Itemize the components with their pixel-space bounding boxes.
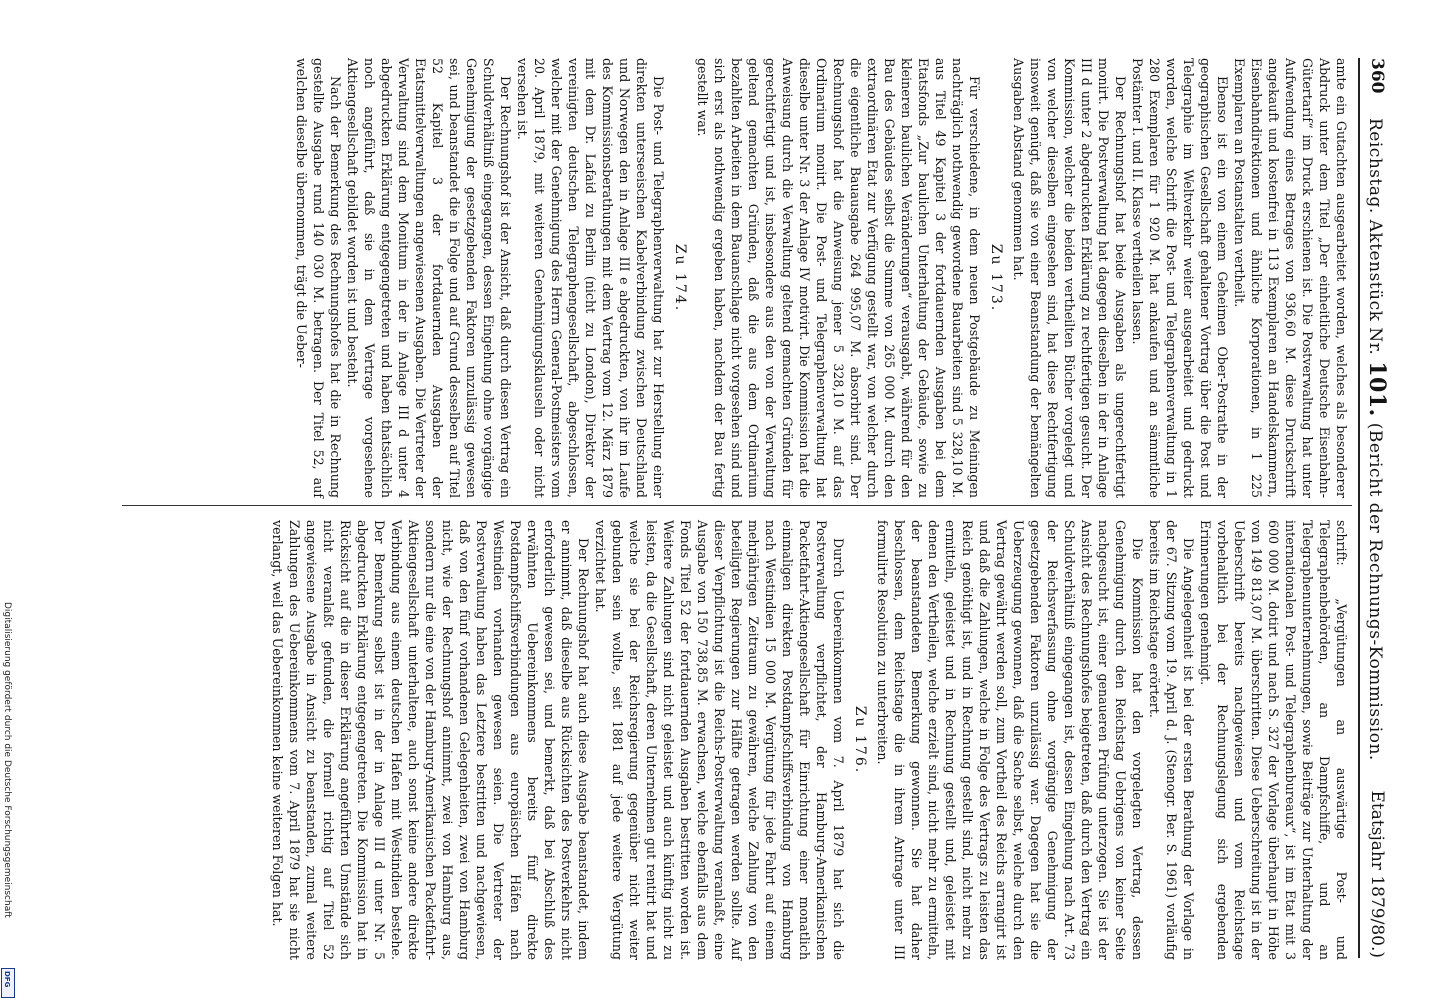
paragraph: Die Angelegenheit ist bei der ersten Berathung der Vorlage in der 67. Sitzung vom 19. April d. J. (Stenogr. Ber. S. 1961) vorläufig bereits im Reichstage erörtert. [1147, 520, 1196, 960]
paragraph: Der Rechnungshof hat auch diese Ausgabe beanstandet, indem er annimmt, daß dieselbe aus Rücksichten des Postverkehrs nicht erforderlich gewesen sei, und bemerkt, daß bei Abschluß des erwähnten Uebereinkommens bereits fünf direkte Postdampfschiffsverbindungen aus europäischen Häfen nach Westindien vorhanden gewesen seien. Die Vertreter der Postverwaltung haben das Letztere bestritten und nachgewiesen, daß von den fünf vorhandenen Gelegenheiten, zwei von Hamburg nicht, wie der Rechnungshof annimmt, zwei von Hamburg aus, sondern nur die eine von der Hamburg-Amerikanischen Packetfahrt-Aktiengesellschaft unterhaltene, auch sonst keine andere direkte Verbindung aus einem deutschen Hafen mit Westindien bestehe. Der Bemerkung selbst ist in der in Anlage III d unter Nr. 5 abgedruckten Erklärung entgegengetreten. Die Kommission hat in Rücksicht auf die in dieser Erklärung angeführten Umstände sich nicht veranlaßt gefunden, die formell richtig auf Titel 52 angewiesene Ausgabe in Ansicht zu beanstanden, zumal weitere Zahlungen des Uebereinkommens vom 7. April 1879 hat sie nicht verlangt, weil das Uebereinkommen keine weiteren Folgen hat. [270, 520, 591, 960]
title-prefix: Reichstag. Aktenstück Nr. [1365, 118, 1385, 356]
paragraph: Die Kommission hat den vorgelegten Vertrag, dessen Genehmigung durch den Reichstag Uebrigens von keiner Seite nachgesucht ist, einer genaueren Prüfung unterzogen. Sie ist der Ansicht des Rechnungshofes beigetreten, daß durch den Vertrag ein Schuldverhältniß eingegangen ist, dessen Eingehung nach Art. 73 der Reichsverfassung ohne vorgängige Genehmigung der gesetzgebenden Faktoren unzulässig war. Dagegen hat sie die Ueberzeugung gewonnen, daß die Sache selbst, welche durch den Vertrag gewährt werden soll, zum Vortheil des Reichs arrangirt ist und daß die Zahlungen, welche in Folge des Vertrags zu leisten das Reich genöthigt ist, und in Rechnung gestellt sind, nicht mehr zu ermitteln, geleistet und in Rechnung gestellt und, geleistet mit denen den Vertheilen, welche erzielt sind, nicht mehr zu ermitteln, der beanstandeten Bemerkung gewonnen. Sie hat daher beschlossen, dem Reichstage die in ihrem Antrage unter III formulirte Resolution zu unterbreiten. [875, 520, 1145, 960]
paragraph: schrift: „Vergütungen an auswärtige Post- und Telegraphenbehörden, an Dampfschiffe, und an Telegraphenunternehmungen, sowie Beiträge zur Unterhaltung der internationalen Post- und Telegraphenbureaux“, ist im Etat mit 3 600 000 M. dotirt und nach S. 327 der Vorlage überhaupt in Höhe von 149 813,07 M. überschritten. Diese Ueberschreitung ist in der Ueberschrift bereits nachgewiesen und vom Reichstage vorbehaltlich bei der Rechnungslegung sich ergebenden Erinnerungen genehmigt. [1198, 520, 1349, 960]
fiscal-year: Etatsjahr 1879/80.) [1367, 790, 1387, 958]
title-suffix: (Bericht der Rechnungs-Kommission. [1365, 422, 1385, 761]
left-column [293, 58, 1350, 498]
title-number: 101. [1364, 361, 1390, 417]
paragraph: amte ein Gutachten ausgearbeitet worden, welches als besonderer Abdruck unter dem Titel „Der einheitliche Deutsche Eisenbahn-Gütertarif“ im Druck erschienen ist. Die Postverwaltung hat unter Aufwendung eines Betrages von 936,60 M. diese Druckschrift angekauft und kostenfrei in 113 Exemplaren an Handelskammern, Eisenbahndirektionen und ähnliche Korporationen, in 1 225 Exemplaren an Postanstalten vertheilt. [1232, 58, 1349, 498]
paragraph: Der Rechnungshof ist der Ansicht, daß durch diesen Vertrag ein Schuldverhältniß eingegangen, dessen Eingehung ohne vorgängige Genehmigung der gesetzgebenden Faktoren unzulässig gewesen sei, und beanstandet die in Folge und auf Grund desselben auf Titel 52 Kapitel 3 der fortdauernden Ausgaben der Etatsmittelverwaltungen angewiesenen Ausgaben. Die Vertreter der Verwaltung sind dem Monitum in der in Anlage III d unter 4 abgedruckten Erklärung entgegengetreten und haben thatsächlich noch angeführt, daß sie in dem Vertrage vorgesehene Aktiengesellschaft gebildet worden ist und besteht. [345, 58, 513, 498]
section-heading: Zu 174. [672, 243, 688, 313]
header-rule [1358, 58, 1360, 958]
right-column [269, 520, 1350, 960]
digitization-note: Digitalisierung gefördert durch die Deutsche Forschungsgemeinschaft [2, 602, 12, 918]
scanned-document-page [100, 40, 1400, 970]
paragraph: Der Rechnungshof hat beide Ausgaben als ungerechtfertigt monirt. Die Postverwaltung hat dagegen dieselben in der in Anlage III d unter 2 abgedruckten Erklärung zu rechtfertigen gesucht. Der Kommission, welcher die beiden vertheilten Bücher vorgelegt und von welcher dieselben eingesehen sind, hat diese Rechtfertigung insoweit genügt, daß sie von einer Beanstandung der bemängelten Ausgaben Abstand genommen hat. [1011, 58, 1128, 498]
dfg-logo [1, 968, 15, 998]
column-divider [122, 505, 1352, 506]
section-heading: Zu 173. [988, 243, 1004, 313]
paragraph: Durch Uebereinkommen vom 7. April 1879 hat sich die Postverwaltung verpflichtet, der Hamburg-Amerikanischen Packetfahrt-Aktiengesellschaft für Einrichtung einer monatlich einmaligen direkten Postdampfschiffsverbindung von Hamburg nach Westindien 15 000 M. Vergütung für jede Fahrt auf einem mehrjährigen Zeitraum zu gewähren, welche Zahlung von den beteiligten Regierungen zur Hälfte getragen werden sollte. Auf dieser Verpflichtung ist die Reichs-Postverwaltung veranlaßt, eine Ausgabe von 150 738,85 M. erwachsen, welche ebenfalls aus dem Fonds Titel 52 der fortdauernden Ausgaben bestritten worden ist. Weitere Zahlungen sind nicht geleistet und auch künftig nicht zu leisten, da die Gesellschaft, deren Unternehmen gut rentirt hat und welche sie bei der Reichsregierung gegenüber nicht weiter gebunden sein wollte, seit 1881 auf jede weitere Vergütung verzichtet hat. [593, 520, 846, 960]
section-heading: Zu 176. [852, 705, 868, 775]
paragraph: Nach der Bemerkung des Rechnungshofes hat die in Rechnung gestellte Ausgabe rund 140 030 M. betragen. Der Titel 52, auf welchen dieselbe übernommen, trägt die Ueber- [294, 58, 343, 498]
paragraph: Für verschiedene, in dem neuen Postgebäude zu Meiningen nachträglich nothwendig gewordene Bauarbeiten sind 5 328,10 M. aus Titel 49 Kapitel 3 der fortdauernden Ausgaben bei dem Etatsfonds „Zur baulichen Unterhaltung der Gebäude, sowie zu kleineren baulichen Veränderungen“ verausgabt, während für den Bau des Gebäudes selbst die Summe von 265 000 M. durch den extraordinären Etat zur Verfügung gestellt war, von welcher durch die eigentliche Bauausgabe 264 995,07 M. absorbirt sind. Der Rechnungshof hat die Anweisung jener 5 328,10 M. auf das Ordinarium monirt. Die Post- und Telegraphenverwaltung hat dieselbe unter Nr. 3 der Anlage IV motivirt. Die Kommission hat die Anweisung durch die Verwaltung geltend gemachten Gründen für gerechtfertigt und ist, insbesondere aus den von der Verwaltung geltend gemachten Gründen, daß die aus dem Ordinarium bezahlten Arbeiten in dem Bauanschlage nicht vorgesehen sind und sich erst als nothwendig ergeben haben, nachdem der Bau fertig gestellt war. [695, 58, 982, 498]
page-title [1360, 118, 1392, 761]
page-header [1362, 58, 1392, 958]
paragraph: Ebenso ist ein von einem Geheimen Ober-Postrathe in der geographischen Gesellschaft gehaltener Vortrag über die Post und Telegraphie im Weltverkehr weiter ausgearbeitet und gedruckt worden, welche Schrift die Post- und Telegraphenverwaltung in 1 280 Exemplaren für 1 920 M. hat ankaufen und an sämmtliche Postämter I. und II. Klasse vertheilen lassen. [1130, 58, 1230, 498]
page-number: 360 [1367, 58, 1387, 94]
digitization-footer [2, 602, 14, 1000]
paragraph: Die Post- und Telegraphenverwaltung hat zur Herstellung einer direkten unterseeischen Kabelverbindung zwischen Deutschland und Norwegen den in Anlage III e abgedruckten, von ihr im Laufe des Kommissionsberathungen mit dem Vertrag vom 12. März 1879 mit dem Dr. Lafaid zu Berlin (nicht zu London), Direktor der vereinigten deutschen Telegraphengesellschaft, abgeschlossen, welcher mit der Genehmigung des Herrn General-Postmeisters vom 20. April 1879, mit weiteren Genehmigungsklauseln oder nicht versehen ist. [515, 58, 666, 498]
dfg-logo-text: DFG [3, 971, 11, 988]
